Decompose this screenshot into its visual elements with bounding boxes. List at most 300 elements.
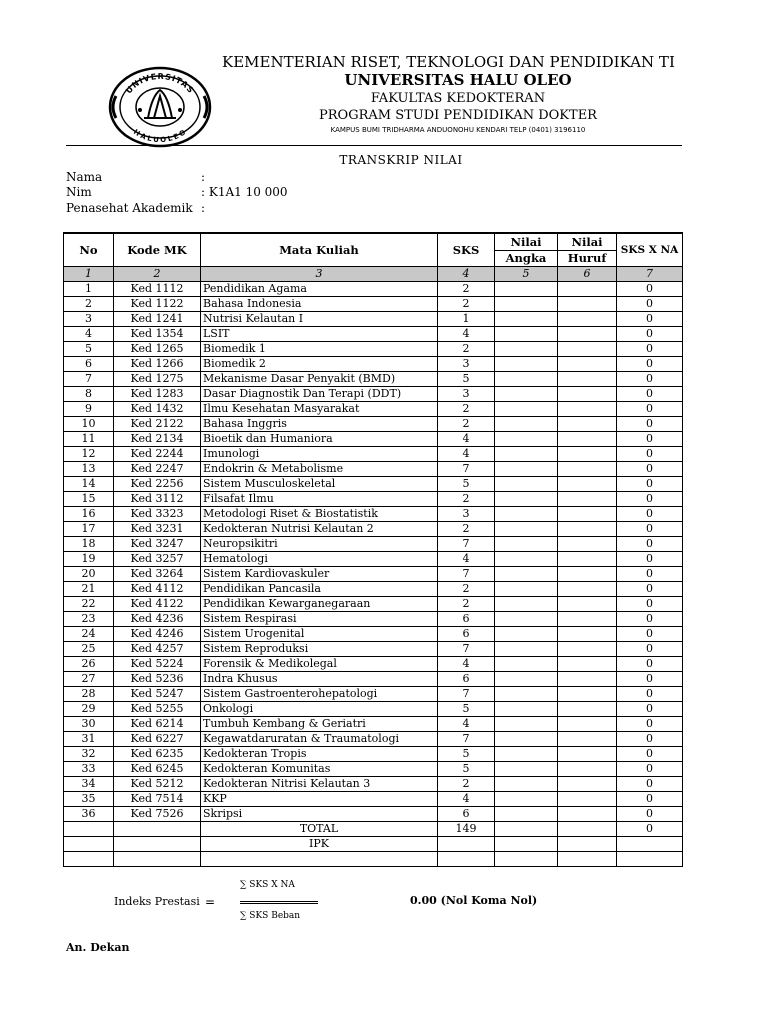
row-sks-x-na: 0 [617,327,683,342]
row-kode: Ked 3112 [114,492,201,507]
row-no: 31 [64,732,114,747]
row-sks-x-na: 0 [617,282,683,297]
header-nilai-huruf-top: Nilai [558,233,617,250]
row-sks-x-na: 0 [617,552,683,567]
row-mata-kuliah: Skripsi [201,807,438,822]
row-kode: Ked 7514 [114,792,201,807]
row-angka [495,522,558,537]
header-sks: SKS [438,233,495,267]
row-huruf [558,372,617,387]
row-no: 11 [64,432,114,447]
header-nilai-angka-top: Nilai [495,233,558,250]
row-sks: 2 [438,417,495,432]
row-no: 27 [64,672,114,687]
row-huruf [558,342,617,357]
signature-dekan: An. Dekan [66,941,130,954]
row-sks: 5 [438,372,495,387]
row-no: 20 [64,567,114,582]
table-row [64,432,683,447]
row-sks: 2 [438,492,495,507]
row-sks: 5 [438,762,495,777]
row-huruf [558,567,617,582]
row-sks-x-na: 0 [617,762,683,777]
row-mata-kuliah: Bioetik dan Humaniora [201,432,438,447]
row-angka [495,282,558,297]
row-kode: Ked 6235 [114,747,201,762]
row-huruf [558,792,617,807]
header-kode: Kode MK [114,233,201,267]
row-mata-kuliah: Sistem Musculoskeletal [201,477,438,492]
col-num: 2 [114,267,201,282]
row-sks: 3 [438,387,495,402]
header-sks-x-na: SKS X NA [617,233,683,267]
row-no: 6 [64,357,114,372]
nama-value: : [201,170,206,184]
row-mata-kuliah: Tumbuh Kembang & Geriatri [201,717,438,732]
row-sks-x-na: 0 [617,657,683,672]
row-kode: Ked 1112 [114,282,201,297]
row-sks: 5 [438,477,495,492]
header-no: No [64,233,114,267]
row-kode: Ked 5224 [114,657,201,672]
row-mata-kuliah: Filsafat Ilmu [201,492,438,507]
table-row [64,282,683,297]
row-sks-x-na: 0 [617,492,683,507]
row-sks-x-na: 0 [617,597,683,612]
row-kode: Ked 2244 [114,447,201,462]
row-no: 14 [64,477,114,492]
row-mata-kuliah: Kegawatdaruratan & Traumatologi [201,732,438,747]
row-angka [495,732,558,747]
row-huruf [558,462,617,477]
row-kode: Ked 3257 [114,552,201,567]
row-no: 2 [64,297,114,312]
row-kode: Ked 5255 [114,702,201,717]
table-row [64,642,683,657]
row-huruf [558,657,617,672]
row-sks: 2 [438,402,495,417]
row-huruf [558,627,617,642]
row-huruf [558,747,617,762]
row-mata-kuliah: Nutrisi Kelautan I [201,312,438,327]
row-huruf [558,687,617,702]
row-mata-kuliah: Mekanisme Dasar Penyakit (BMD) [201,372,438,387]
col-num: 4 [438,267,495,282]
table-row [64,732,683,747]
ipk-label: IPK [201,837,438,852]
row-angka [495,372,558,387]
row-no: 13 [64,462,114,477]
row-sks: 7 [438,642,495,657]
row-sks-x-na: 0 [617,387,683,402]
row-huruf [558,282,617,297]
row-no: 16 [64,507,114,522]
row-angka [495,597,558,612]
row-sks-x-na: 0 [617,312,683,327]
ip-label: Indeks Prestasi [114,895,200,908]
row-angka [495,342,558,357]
row-angka [495,462,558,477]
row-huruf [558,642,617,657]
row-sks-x-na: 0 [617,687,683,702]
row-huruf [558,522,617,537]
row-sks-x-na: 0 [617,612,683,627]
row-huruf [558,672,617,687]
table-row [64,447,683,462]
table-row [64,342,683,357]
row-sks-x-na: 0 [617,777,683,792]
row-sks-x-na: 0 [617,357,683,372]
row-huruf [558,297,617,312]
row-angka [495,432,558,447]
row-kode: Ked 3323 [114,507,201,522]
row-no: 8 [64,387,114,402]
row-sks-x-na: 0 [617,792,683,807]
total-sks: 149 [438,822,495,837]
ipk-row [64,837,683,852]
table-row [64,747,683,762]
svg-text:HALUOLEO: HALUOLEO [131,127,189,145]
row-sks: 2 [438,282,495,297]
row-sks-x-na: 0 [617,297,683,312]
row-sks: 7 [438,462,495,477]
row-huruf [558,447,617,462]
row-no: 32 [64,747,114,762]
row-angka [495,447,558,462]
row-sks-x-na: 0 [617,372,683,387]
row-angka [495,702,558,717]
row-huruf [558,507,617,522]
student-advisor-row [66,201,205,215]
row-sks: 2 [438,582,495,597]
header-huruf: Huruf [558,250,617,267]
row-no: 17 [64,522,114,537]
table-row [64,417,683,432]
row-kode: Ked 5247 [114,687,201,702]
row-mata-kuliah: Ilmu Kesehatan Masyarakat [201,402,438,417]
table-row [64,687,683,702]
col-num: 3 [201,267,438,282]
row-no: 18 [64,537,114,552]
row-angka [495,582,558,597]
row-huruf [558,552,617,567]
row-mata-kuliah: Sistem Kardiovaskuler [201,567,438,582]
row-angka [495,312,558,327]
row-no: 3 [64,312,114,327]
row-sks: 6 [438,627,495,642]
row-no: 5 [64,342,114,357]
row-kode: Ked 1122 [114,297,201,312]
row-mata-kuliah: Forensik & Medikolegal [201,657,438,672]
row-angka [495,672,558,687]
row-kode: Ked 2134 [114,432,201,447]
document-header [0,0,768,150]
table-row [64,312,683,327]
row-angka [495,642,558,657]
row-angka [495,792,558,807]
row-sks: 4 [438,792,495,807]
row-huruf [558,597,617,612]
table-row [64,672,683,687]
program-name: PROGRAM STUDI PENDIDIKAN DOKTER [319,108,597,123]
row-no: 15 [64,492,114,507]
total-label: TOTAL [201,822,438,837]
ip-denominator: ∑ SKS Beban [240,911,301,921]
row-angka [495,612,558,627]
row-no: 34 [64,777,114,792]
row-no: 30 [64,717,114,732]
row-sks: 2 [438,597,495,612]
row-no: 26 [64,657,114,672]
row-huruf [558,312,617,327]
row-angka [495,387,558,402]
advisor-label: Penasehat Akademik [66,201,193,215]
nim-value: : K1A1 10 000 [201,185,288,199]
row-sks: 4 [438,657,495,672]
table-row [64,492,683,507]
row-huruf [558,432,617,447]
row-angka [495,552,558,567]
row-sks: 4 [438,327,495,342]
faculty-name: FAKULTAS KEDOKTERAN [370,91,546,106]
total-sks-x-na: 0 [617,822,683,837]
row-sks: 7 [438,537,495,552]
row-sks-x-na: 0 [617,672,683,687]
advisor-value: : [201,201,206,215]
row-angka [495,537,558,552]
row-sks: 2 [438,297,495,312]
row-huruf [558,357,617,372]
row-sks-x-na: 0 [617,462,683,477]
row-sks-x-na: 0 [617,747,683,762]
row-sks-x-na: 0 [617,522,683,537]
row-kode: Ked 1265 [114,342,201,357]
row-kode: Ked 4236 [114,612,201,627]
row-huruf [558,327,617,342]
col-num: 6 [558,267,617,282]
row-kode: Ked 1241 [114,312,201,327]
row-mata-kuliah: Neuropsikitri [201,537,438,552]
row-huruf [558,807,617,822]
row-mata-kuliah: Sistem Urogenital [201,627,438,642]
row-no: 21 [64,582,114,597]
row-sks: 4 [438,552,495,567]
row-sks: 4 [438,432,495,447]
row-no: 19 [64,552,114,567]
row-angka [495,297,558,312]
column-number-row [64,267,683,282]
row-mata-kuliah: LSIT [201,327,438,342]
table-row [64,762,683,777]
row-angka [495,717,558,732]
row-kode: Ked 2247 [114,462,201,477]
table-row [64,597,683,612]
table-row [64,387,683,402]
row-sks: 5 [438,702,495,717]
row-sks-x-na: 0 [617,507,683,522]
student-nim-row [66,185,288,199]
row-no: 22 [64,597,114,612]
header-divider [66,145,682,146]
row-sks: 2 [438,342,495,357]
row-kode: Ked 5236 [114,672,201,687]
col-num: 5 [495,267,558,282]
row-mata-kuliah: Kedokteran Nutrisi Kelautan 2 [201,522,438,537]
row-sks-x-na: 0 [617,642,683,657]
row-kode: Ked 1283 [114,387,201,402]
row-angka [495,762,558,777]
university-seal-icon [108,66,212,148]
row-huruf [558,537,617,552]
table-row [64,462,683,477]
university-name: UNIVERSITAS HALU OLEO [344,71,572,89]
row-angka [495,507,558,522]
row-huruf [558,582,617,597]
row-sks-x-na: 0 [617,342,683,357]
row-mata-kuliah: Pendidikan Pancasila [201,582,438,597]
campus-address: KAMPUS BUMI TRIDHARMA ANDUONOHU KENDARI TELP (0401) 3196110 [330,126,586,134]
row-sks-x-na: 0 [617,417,683,432]
table-row [64,582,683,597]
svg-text:UNIVERSITAS: UNIVERSITAS [124,71,196,96]
row-mata-kuliah: Hematologi [201,552,438,567]
row-kode: Ked 2256 [114,477,201,492]
row-sks: 6 [438,807,495,822]
row-angka [495,747,558,762]
row-huruf [558,702,617,717]
row-sks: 6 [438,672,495,687]
row-no: 33 [64,762,114,777]
row-no: 10 [64,417,114,432]
ip-equals: = [205,895,216,909]
table-row [64,657,683,672]
row-mata-kuliah: Onkologi [201,702,438,717]
table-row [64,777,683,792]
header-angka: Angka [495,250,558,267]
row-huruf [558,777,617,792]
table-row [64,552,683,567]
row-kode: Ked 1432 [114,402,201,417]
row-sks-x-na: 0 [617,447,683,462]
row-mata-kuliah: Sistem Gastroenterohepatologi [201,687,438,702]
row-kode: Ked 4112 [114,582,201,597]
table-row [64,717,683,732]
row-kode: Ked 4257 [114,642,201,657]
row-kode: Ked 1266 [114,357,201,372]
nim-label: Nim [66,185,92,199]
row-kode: Ked 6245 [114,762,201,777]
table-row [64,807,683,822]
header-mata-kuliah: Mata Kuliah [201,233,438,267]
row-huruf [558,387,617,402]
row-sks: 3 [438,507,495,522]
row-kode: Ked 4122 [114,597,201,612]
row-huruf [558,492,617,507]
row-kode: Ked 1354 [114,327,201,342]
row-mata-kuliah: KKP [201,792,438,807]
row-sks: 7 [438,732,495,747]
col-num: 1 [64,267,114,282]
row-no: 1 [64,282,114,297]
row-mata-kuliah: Biomedik 2 [201,357,438,372]
row-mata-kuliah: Biomedik 1 [201,342,438,357]
table-row [64,297,683,312]
ip-result: 0.00 (Nol Koma Nol) [410,894,538,907]
row-angka [495,687,558,702]
grades-table-body [64,282,683,822]
table-row [64,372,683,387]
table-row [64,567,683,582]
row-angka [495,807,558,822]
row-no: 35 [64,792,114,807]
row-sks-x-na: 0 [617,582,683,597]
table-row [64,507,683,522]
student-name-row [66,170,205,184]
row-mata-kuliah: Bahasa Inggris [201,417,438,432]
row-no: 25 [64,642,114,657]
table-row [64,702,683,717]
row-sks: 1 [438,312,495,327]
row-angka [495,402,558,417]
table-row [64,477,683,492]
row-sks: 3 [438,357,495,372]
row-sks-x-na: 0 [617,807,683,822]
row-sks: 6 [438,612,495,627]
row-sks-x-na: 0 [617,717,683,732]
row-huruf [558,717,617,732]
row-angka [495,567,558,582]
row-sks-x-na: 0 [617,432,683,447]
row-no: 9 [64,402,114,417]
row-kode: Ked 1275 [114,372,201,387]
row-sks-x-na: 0 [617,567,683,582]
row-sks: 7 [438,687,495,702]
total-row [64,822,683,837]
row-no: 4 [64,327,114,342]
row-mata-kuliah: Pendidikan Agama [201,282,438,297]
row-mata-kuliah: Bahasa Indonesia [201,297,438,312]
table-row [64,402,683,417]
row-sks: 2 [438,522,495,537]
row-kode: Ked 6214 [114,717,201,732]
row-sks-x-na: 0 [617,402,683,417]
row-mata-kuliah: Dasar Diagnostik Dan Terapi (DDT) [201,387,438,402]
row-sks-x-na: 0 [617,477,683,492]
ip-numerator: ∑ SKS X NA [240,880,295,890]
row-huruf [558,732,617,747]
row-angka [495,657,558,672]
page-title: TRANSKRIP NILAI [339,153,463,167]
row-mata-kuliah: Kedokteran Komunitas [201,762,438,777]
row-sks-x-na: 0 [617,627,683,642]
row-no: 28 [64,687,114,702]
table-row [64,537,683,552]
row-angka [495,327,558,342]
row-kode: Ked 5212 [114,777,201,792]
grades-table [63,232,683,867]
row-kode: Ked 7526 [114,807,201,822]
row-huruf [558,417,617,432]
nama-label: Nama [66,170,103,184]
blank-row [64,852,683,867]
row-sks: 5 [438,747,495,762]
row-sks-x-na: 0 [617,537,683,552]
row-angka [495,777,558,792]
row-no: 12 [64,447,114,462]
row-kode: Ked 6227 [114,732,201,747]
row-mata-kuliah: Kedokteran Nitrisi Kelautan 3 [201,777,438,792]
row-angka [495,417,558,432]
